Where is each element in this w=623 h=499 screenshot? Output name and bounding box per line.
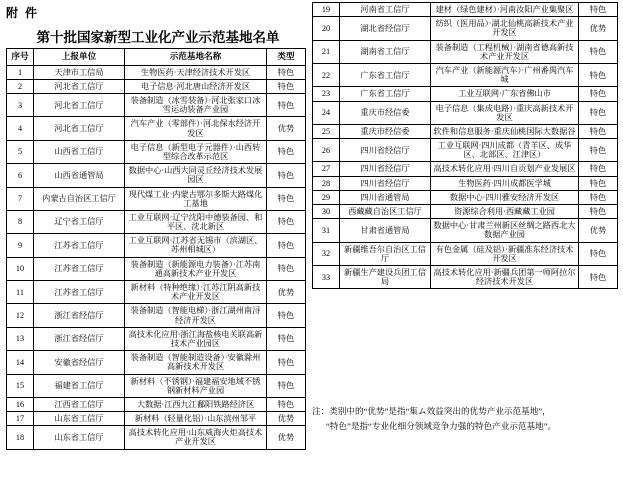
- table-left-column: [6, 48, 306, 450]
- cell-name: 高技术转化应用·山东威海火炬高技术产业开发区: [125, 426, 267, 449]
- cell-type: 优势: [579, 219, 618, 242]
- cell-name: 汽车产业（零部件）·河北保水经济开发区: [125, 117, 267, 140]
- cell-name: 生物医药·四川成都医学城: [431, 176, 579, 190]
- cell-name: 高技术转化应用·四川自贡划产业发展区: [431, 162, 579, 176]
- cell-unit: 浙江省经信厅: [34, 304, 125, 327]
- table-row: [7, 94, 306, 117]
- table-row: [313, 265, 618, 288]
- cell-unit: 山东省工信厅: [34, 412, 125, 426]
- cell-no: 9: [7, 234, 34, 257]
- table-row: [313, 17, 618, 40]
- cell-name: 新材料（不锈钢）·福建福安地域不锈钢新材料产业园: [125, 374, 267, 397]
- cell-no: 1: [7, 65, 34, 79]
- cell-unit: 江苏省工信厅: [34, 234, 125, 257]
- cell-unit: 四川省经信厅: [340, 176, 431, 190]
- cell-unit: 新疆维吾尔自治区工信厅: [340, 242, 431, 265]
- column-header-type: 类型: [267, 49, 306, 66]
- cell-unit: 福建省工信厅: [34, 374, 125, 397]
- table-row: [7, 351, 306, 374]
- cell-type: 特色: [579, 101, 618, 124]
- table-row: [7, 140, 306, 163]
- cell-name: 软件和信息服务·重庆仙桃国际大数据谷: [431, 124, 579, 138]
- cell-no: 19: [313, 3, 340, 17]
- cell-type: 特色: [267, 257, 306, 280]
- cell-name: 高技术化应用·浙江海盐核电关联高新技术产业园区: [125, 327, 267, 350]
- cell-no: 16: [7, 397, 34, 411]
- table-row: [7, 164, 306, 187]
- table-row: [7, 117, 306, 140]
- table-row: [7, 374, 306, 397]
- cell-name: 工业互联网·四川成都（青羊区、成华区、北部区、江津区）: [431, 139, 579, 162]
- cell-name: 装备制造（智能电梯）·浙江湖州南浔经济开发区: [125, 304, 267, 327]
- cell-unit: 四川省通管局: [340, 190, 431, 204]
- table-row: [7, 79, 306, 93]
- cell-unit: 浙江省经信厅: [34, 327, 125, 350]
- cell-name: 建材（绿色建材）·河南汝阳产业集聚区: [431, 3, 579, 17]
- cell-type: 特色: [267, 210, 306, 233]
- cell-unit: 河北省工信厅: [34, 79, 125, 93]
- attachment-label: 附 件: [6, 6, 40, 20]
- cell-unit: 重庆市经信委: [340, 124, 431, 138]
- table-row: [7, 281, 306, 304]
- cell-unit: 山西省工信厅: [34, 140, 125, 163]
- cell-name: 新材料（特种绝缘）·江苏江阴高新技术产业开发区: [125, 281, 267, 304]
- cell-type: 特色: [579, 87, 618, 101]
- cell-unit: 江西省工信厅: [34, 397, 125, 411]
- table-row: [7, 426, 306, 449]
- cell-unit: 河北省工信厅: [34, 117, 125, 140]
- table-row: [313, 139, 618, 162]
- cell-unit: 四川省经信厅: [340, 139, 431, 162]
- cell-no: 12: [7, 304, 34, 327]
- table-row: [313, 176, 618, 190]
- demonstration-base-table-right: [312, 2, 618, 289]
- table-row: [7, 210, 306, 233]
- table-row: [7, 412, 306, 426]
- table-row: [7, 327, 306, 350]
- cell-no: 20: [313, 17, 340, 40]
- cell-unit: 广东省工信厅: [340, 63, 431, 86]
- cell-name: 数据中心·山西大同灵丘经济技术发展园区: [125, 164, 267, 187]
- cell-no: 21: [313, 40, 340, 63]
- cell-name: 装备制造（新能源电力装备）·江苏南通高新技术产业开发区: [125, 257, 267, 280]
- cell-no: 31: [313, 219, 340, 242]
- cell-unit: 重庆市经信委: [340, 101, 431, 124]
- cell-unit: 湖南省工信厅: [340, 40, 431, 63]
- table-row: [313, 242, 618, 265]
- cell-type: 特色: [579, 3, 618, 17]
- cell-unit: 四川省经信厅: [340, 162, 431, 176]
- cell-no: 17: [7, 412, 34, 426]
- cell-unit: 甘肃省通管局: [340, 219, 431, 242]
- cell-unit: 江苏省工信厅: [34, 281, 125, 304]
- table-header-row: [7, 49, 306, 66]
- cell-no: 30: [313, 205, 340, 219]
- cell-unit: 新疆生产建设兵团工信局: [340, 265, 431, 288]
- cell-no: 10: [7, 257, 34, 280]
- cell-type: 特色: [267, 140, 306, 163]
- cell-name: 工业互联网·辽宁沈阳中德装备园、和平区、沈北新区: [125, 210, 267, 233]
- cell-unit: 安徽省经信厅: [34, 351, 125, 374]
- cell-name: 汽车产业（新能源汽车）·广州番禺汽车城: [431, 63, 579, 86]
- cell-name: 装备制造（工程机械）·湖南省德高新技术产业开发区: [431, 40, 579, 63]
- table-row: [313, 63, 618, 86]
- cell-no: 14: [7, 351, 34, 374]
- cell-type: 特色: [579, 139, 618, 162]
- cell-no: 29: [313, 190, 340, 204]
- cell-unit: 广东省工信厅: [340, 87, 431, 101]
- cell-no: 2: [7, 79, 34, 93]
- cell-unit: 河北省工信厅: [34, 94, 125, 117]
- cell-type: 特色: [267, 79, 306, 93]
- cell-unit: 山西省通管局: [34, 164, 125, 187]
- cell-name: 高技术转化应用·新疆兵团第一师阿拉尔经济技术开发区: [431, 265, 579, 288]
- cell-unit: 河南省工信厅: [340, 3, 431, 17]
- cell-name: 装备制造（冰雪装备）·河北张家口冰雪运动装备产业园: [125, 94, 267, 117]
- table-row: [7, 187, 306, 210]
- cell-name: 纺织（医用品）·湖北仙桃高新技术产业开发区: [431, 17, 579, 40]
- cell-name: 现代煤工业·内蒙古鄂尔多斯大路煤化工基地: [125, 187, 267, 210]
- cell-type: 特色: [267, 65, 306, 79]
- cell-name: 数据中心·四川雅安经济开发区: [431, 190, 579, 204]
- cell-type: 特色: [579, 242, 618, 265]
- cell-no: 11: [7, 281, 34, 304]
- cell-name: 电子信息（集成电路）·重庆高新技术开发区: [431, 101, 579, 124]
- cell-no: 26: [313, 139, 340, 162]
- cell-name: 电子信息（新型电子元器件）·山西转型综合改革示范区: [125, 140, 267, 163]
- cell-type: 特色: [267, 304, 306, 327]
- note-line-2: “特色”是指“专业化细分领域竞争力强的特色产业示范基地”。: [326, 421, 557, 432]
- cell-no: 7: [7, 187, 34, 210]
- cell-no: 32: [313, 242, 340, 265]
- table-row: [313, 40, 618, 63]
- cell-no: 33: [313, 265, 340, 288]
- table-row: [313, 219, 618, 242]
- cell-unit: 内蒙古自治区工信厅: [34, 187, 125, 210]
- cell-unit: 湖北省经信厅: [340, 17, 431, 40]
- table-row: [313, 3, 618, 17]
- cell-name: 有色金属（硅及铝）·新疆准东经济技术开发区: [431, 242, 579, 265]
- table-row: [313, 124, 618, 138]
- cell-type: 特色: [267, 397, 306, 411]
- cell-no: 8: [7, 210, 34, 233]
- cell-no: 3: [7, 94, 34, 117]
- cell-no: 15: [7, 374, 34, 397]
- cell-type: 特色: [579, 162, 618, 176]
- table-row: [313, 190, 618, 204]
- cell-name: 装备制造（智能制造设备）·安徽滁州高新技术开发区: [125, 351, 267, 374]
- cell-type: 优势: [267, 412, 306, 426]
- table-notes: [312, 405, 614, 436]
- column-header-name: 示范基地名称: [125, 49, 267, 66]
- cell-no: 5: [7, 140, 34, 163]
- cell-no: 13: [7, 327, 34, 350]
- page-title: 第十批国家新型工业化产业示范基地名单: [36, 30, 280, 45]
- cell-no: 23: [313, 87, 340, 101]
- cell-unit: 西藏藏自治区工信厅: [340, 205, 431, 219]
- cell-type: 特色: [267, 374, 306, 397]
- cell-name: 生物医药·天津经济技术开发区: [125, 65, 267, 79]
- cell-type: 优势: [267, 117, 306, 140]
- cell-unit: 山东省工信厅: [34, 426, 125, 449]
- cell-type: 特色: [267, 234, 306, 257]
- cell-no: 25: [313, 124, 340, 138]
- table-row: [313, 87, 618, 101]
- cell-unit: 天津市工信局: [34, 65, 125, 79]
- cell-type: 特色: [267, 164, 306, 187]
- cell-no: 18: [7, 426, 34, 449]
- cell-no: 4: [7, 117, 34, 140]
- note-line-1: 注：类别中的“优势”是指“集ム效益突出的优势产业示范基地”，: [312, 406, 551, 416]
- cell-name: 新材料（轻量化铝）·山东滨州邹平: [125, 412, 267, 426]
- table-row: [313, 101, 618, 124]
- demonstration-base-table-left: [6, 48, 306, 450]
- cell-type: 优势: [267, 426, 306, 449]
- cell-no: 6: [7, 164, 34, 187]
- cell-no: 27: [313, 162, 340, 176]
- cell-type: 特色: [579, 176, 618, 190]
- table-right-column: [312, 2, 618, 289]
- cell-name: 资源综合利用·西藏藏工业园: [431, 205, 579, 219]
- cell-type: 特色: [267, 187, 306, 210]
- column-header-unit: 上报单位: [34, 49, 125, 66]
- cell-type: 优势: [267, 281, 306, 304]
- cell-type: 特色: [267, 327, 306, 350]
- cell-type: 特色: [579, 124, 618, 138]
- cell-type: 特色: [579, 40, 618, 63]
- table-row: [7, 397, 306, 411]
- cell-name: 数据中心·甘肃兰州新区丝绸之路西北大数据产业园: [431, 219, 579, 242]
- cell-type: 特色: [579, 265, 618, 288]
- cell-name: 工业互联网·广东省佛山市: [431, 87, 579, 101]
- table-row: [7, 257, 306, 280]
- cell-type: 特色: [579, 63, 618, 86]
- cell-name: 电子信息·河北唐山经济开发区: [125, 79, 267, 93]
- cell-unit: 辽宁省工信厅: [34, 210, 125, 233]
- cell-no: 24: [313, 101, 340, 124]
- column-header-no: 序号: [7, 49, 34, 66]
- cell-no: 28: [313, 176, 340, 190]
- cell-type: 特色: [579, 190, 618, 204]
- cell-no: 22: [313, 63, 340, 86]
- table-row: [7, 304, 306, 327]
- table-row: [313, 205, 618, 219]
- cell-type: 优势: [579, 17, 618, 40]
- table-row: [7, 65, 306, 79]
- cell-type: 特色: [579, 205, 618, 219]
- cell-unit: 江苏省工信厅: [34, 257, 125, 280]
- cell-name: 大数据·江西九江鄱阳铁路经济区: [125, 397, 267, 411]
- cell-type: 特色: [267, 351, 306, 374]
- table-row: [313, 162, 618, 176]
- cell-type: 特色: [267, 94, 306, 117]
- cell-name: 工业互联网·江苏省无锡市（滨湖区、苏州相城区）: [125, 234, 267, 257]
- table-row: [7, 234, 306, 257]
